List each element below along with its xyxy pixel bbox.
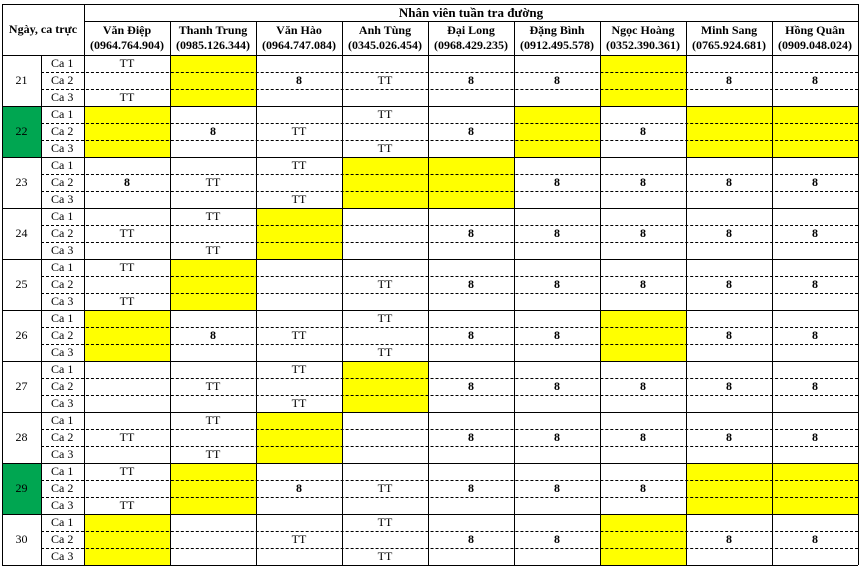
shift-label: Ca 3 — [51, 549, 74, 563]
duty-mark: TT — [205, 413, 221, 427]
duty-mark: TT — [377, 345, 393, 359]
duty-mark: 8 — [554, 481, 560, 495]
day-cell: 27 — [15, 379, 28, 393]
staff-phone: (0352.390.361) — [606, 38, 680, 52]
duty-mark: 8 — [296, 73, 302, 87]
shift-label: Ca 3 — [51, 141, 74, 155]
duty-mark: 8 — [640, 481, 646, 495]
staff-header-0 — [84, 21, 170, 55]
duty-mark: 8 — [726, 430, 732, 444]
duty-mark: 8 — [468, 226, 474, 240]
off-day-highlight — [514, 106, 600, 157]
shift-label: Ca 2 — [51, 430, 74, 444]
off-day-highlight — [256, 412, 342, 463]
duty-mark: 8 — [468, 73, 474, 87]
duty-mark: TT — [205, 209, 221, 223]
staff-name: Ngọc Hoàng — [611, 23, 675, 37]
duty-mark: TT — [291, 328, 307, 342]
off-day-highlight — [84, 514, 170, 565]
duty-mark: TT — [377, 481, 393, 495]
shift-label: Ca 1 — [51, 413, 74, 427]
staff-phone: (0345.026.454) — [348, 38, 422, 52]
duty-mark: 8 — [726, 226, 732, 240]
duty-mark: 8 — [210, 124, 216, 138]
grid-line — [2, 565, 858, 566]
shift-label: Ca 1 — [51, 515, 74, 529]
duty-mark: 8 — [640, 226, 646, 240]
duty-mark: 8 — [554, 379, 560, 393]
duty-mark: 8 — [812, 73, 818, 87]
shift-label: Ca 2 — [51, 73, 74, 87]
shift-label: Ca 1 — [51, 464, 74, 478]
staff-phone: (0909.048.024) — [778, 38, 852, 52]
duty-mark: TT — [205, 447, 221, 461]
duty-mark: 8 — [554, 532, 560, 546]
duty-mark: TT — [377, 311, 393, 325]
staff-name: Văn Điệp — [102, 23, 152, 37]
off-day-highlight — [600, 514, 686, 565]
off-day-highlight — [170, 259, 256, 310]
duty-mark: 8 — [726, 73, 732, 87]
day-cell: 25 — [15, 277, 28, 291]
shift-label: Ca 2 — [51, 379, 74, 393]
grid-line — [41, 446, 858, 447]
duty-mark: TT — [377, 141, 393, 155]
duty-mark: 8 — [726, 175, 732, 189]
duty-mark: 8 — [812, 277, 818, 291]
duty-mark: 8 — [468, 277, 474, 291]
duty-mark: 8 — [640, 124, 646, 138]
duty-mark: 8 — [554, 175, 560, 189]
shift-label: Ca 3 — [51, 192, 74, 206]
day-cell: 21 — [15, 73, 28, 87]
shift-label: Ca 3 — [51, 243, 74, 257]
duty-mark: 8 — [726, 328, 732, 342]
staff-group-title: Nhân viên tuần tra đường — [398, 4, 544, 20]
duty-mark: 8 — [640, 277, 646, 291]
shift-label: Ca 3 — [51, 447, 74, 461]
grid-line — [2, 361, 858, 362]
duty-mark: TT — [119, 260, 135, 274]
staff-header-5 — [514, 21, 600, 55]
day-cell: 24 — [15, 226, 28, 240]
duty-mark: 8 — [640, 430, 646, 444]
duty-mark: 8 — [812, 175, 818, 189]
staff-header-1 — [170, 21, 256, 55]
day-cell: 29 — [2, 463, 41, 514]
duty-mark: 8 — [554, 430, 560, 444]
grid-line — [41, 395, 858, 396]
staff-header-4 — [428, 21, 514, 55]
duty-mark: TT — [291, 192, 307, 206]
duty-mark: 8 — [726, 277, 732, 291]
duty-mark: 8 — [210, 328, 216, 342]
duty-mark: 8 — [468, 124, 474, 138]
duty-mark: 8 — [812, 430, 818, 444]
off-day-highlight — [84, 106, 170, 157]
off-day-highlight — [170, 463, 256, 514]
duty-mark: TT — [291, 362, 307, 376]
duty-mark: 8 — [468, 430, 474, 444]
staff-header-2 — [256, 21, 342, 55]
day-cell: 30 — [15, 532, 28, 546]
shift-label: Ca 2 — [51, 124, 74, 138]
staff-phone: (0912.495.578) — [520, 38, 594, 52]
duty-mark: 8 — [554, 277, 560, 291]
duty-mark: 8 — [726, 379, 732, 393]
off-day-highlight — [342, 361, 428, 412]
duty-mark: 8 — [124, 175, 130, 189]
off-day-highlight — [170, 55, 256, 106]
shift-label: Ca 2 — [51, 532, 74, 546]
staff-name: Anh Tùng — [358, 23, 412, 37]
staff-name: Thanh Trung — [178, 23, 248, 37]
duty-mark: 8 — [812, 532, 818, 546]
day-cell: 22 — [2, 106, 41, 157]
staff-phone: (0964.764.904) — [90, 38, 164, 52]
shift-label: Ca 2 — [51, 328, 74, 342]
duty-mark: 8 — [468, 328, 474, 342]
duty-mark: 8 — [468, 532, 474, 546]
grid-line — [858, 4, 859, 565]
day-cell: 23 — [15, 175, 28, 189]
duty-mark: TT — [377, 515, 393, 529]
duty-mark: 8 — [640, 175, 646, 189]
grid-line — [2, 208, 858, 209]
duty-mark: 8 — [296, 481, 302, 495]
staff-name: Đặng Bình — [529, 23, 585, 37]
shift-label: Ca 1 — [51, 107, 74, 121]
off-day-highlight — [686, 463, 772, 514]
duty-mark: TT — [119, 430, 135, 444]
day-cell: 26 — [15, 328, 28, 342]
staff-header-8 — [772, 21, 858, 55]
shift-label: Ca 1 — [51, 158, 74, 172]
duty-mark: 8 — [554, 73, 560, 87]
duty-mark: 8 — [468, 481, 474, 495]
staff-phone: (0765.924.681) — [692, 38, 766, 52]
staff-header-7 — [686, 21, 772, 55]
duty-mark: 8 — [812, 328, 818, 342]
shift-label: Ca 1 — [51, 209, 74, 223]
shift-label: Ca 1 — [51, 362, 74, 376]
grid-line — [2, 412, 858, 413]
off-day-highlight — [428, 157, 514, 208]
staff-name: Minh Sang — [700, 23, 758, 37]
day-cell: 28 — [15, 430, 28, 444]
off-day-highlight — [84, 310, 170, 361]
duty-mark: TT — [377, 107, 393, 121]
duty-mark: TT — [291, 396, 307, 410]
staff-header-6 — [600, 21, 686, 55]
duty-mark: TT — [205, 379, 221, 393]
off-day-highlight — [772, 463, 858, 514]
duty-mark: 8 — [554, 226, 560, 240]
staff-name: Văn Hào — [276, 23, 322, 37]
off-day-highlight — [342, 157, 428, 208]
duty-mark: TT — [377, 549, 393, 563]
off-day-highlight — [600, 55, 686, 106]
duty-mark: TT — [377, 73, 393, 87]
corner-header: Ngày, ca trực — [8, 22, 78, 36]
duty-mark: 8 — [812, 379, 818, 393]
shift-label: Ca 1 — [51, 311, 74, 325]
shift-label: Ca 3 — [51, 498, 74, 512]
duty-mark: TT — [119, 294, 135, 308]
staff-name: Đại Long — [447, 23, 495, 37]
duty-mark: 8 — [554, 328, 560, 342]
duty-mark: TT — [205, 243, 221, 257]
duty-mark: 8 — [468, 379, 474, 393]
shift-label: Ca 3 — [51, 396, 74, 410]
off-day-highlight — [772, 106, 858, 157]
duty-mark: TT — [377, 277, 393, 291]
staff-header-3 — [342, 21, 428, 55]
staff-phone: (0985.126.344) — [176, 38, 250, 52]
shift-label: Ca 1 — [51, 260, 74, 274]
shift-label: Ca 1 — [51, 56, 74, 70]
duty-mark: TT — [291, 158, 307, 172]
duty-mark: TT — [119, 226, 135, 240]
shift-label: Ca 3 — [51, 90, 74, 104]
duty-mark: 8 — [726, 532, 732, 546]
duty-mark: TT — [119, 56, 135, 70]
shift-label: Ca 2 — [51, 277, 74, 291]
grid-line — [41, 242, 858, 243]
shift-label: Ca 3 — [51, 345, 74, 359]
duty-mark: 8 — [640, 379, 646, 393]
duty-mark: TT — [119, 464, 135, 478]
duty-mark: TT — [119, 498, 135, 512]
duty-mark: TT — [205, 175, 221, 189]
duty-mark: 8 — [812, 226, 818, 240]
off-day-highlight — [600, 310, 686, 361]
staff-name: Hồng Quân — [785, 23, 845, 37]
duty-mark: TT — [291, 532, 307, 546]
off-day-highlight — [256, 208, 342, 259]
shift-label: Ca 2 — [51, 175, 74, 189]
staff-phone: (0968.429.235) — [434, 38, 508, 52]
off-day-highlight — [686, 106, 772, 157]
duty-mark: TT — [291, 124, 307, 138]
staff-phone: (0964.747.084) — [262, 38, 336, 52]
shift-label: Ca 3 — [51, 294, 74, 308]
shift-label: Ca 2 — [51, 226, 74, 240]
shift-label: Ca 2 — [51, 481, 74, 495]
duty-mark: TT — [119, 90, 135, 104]
